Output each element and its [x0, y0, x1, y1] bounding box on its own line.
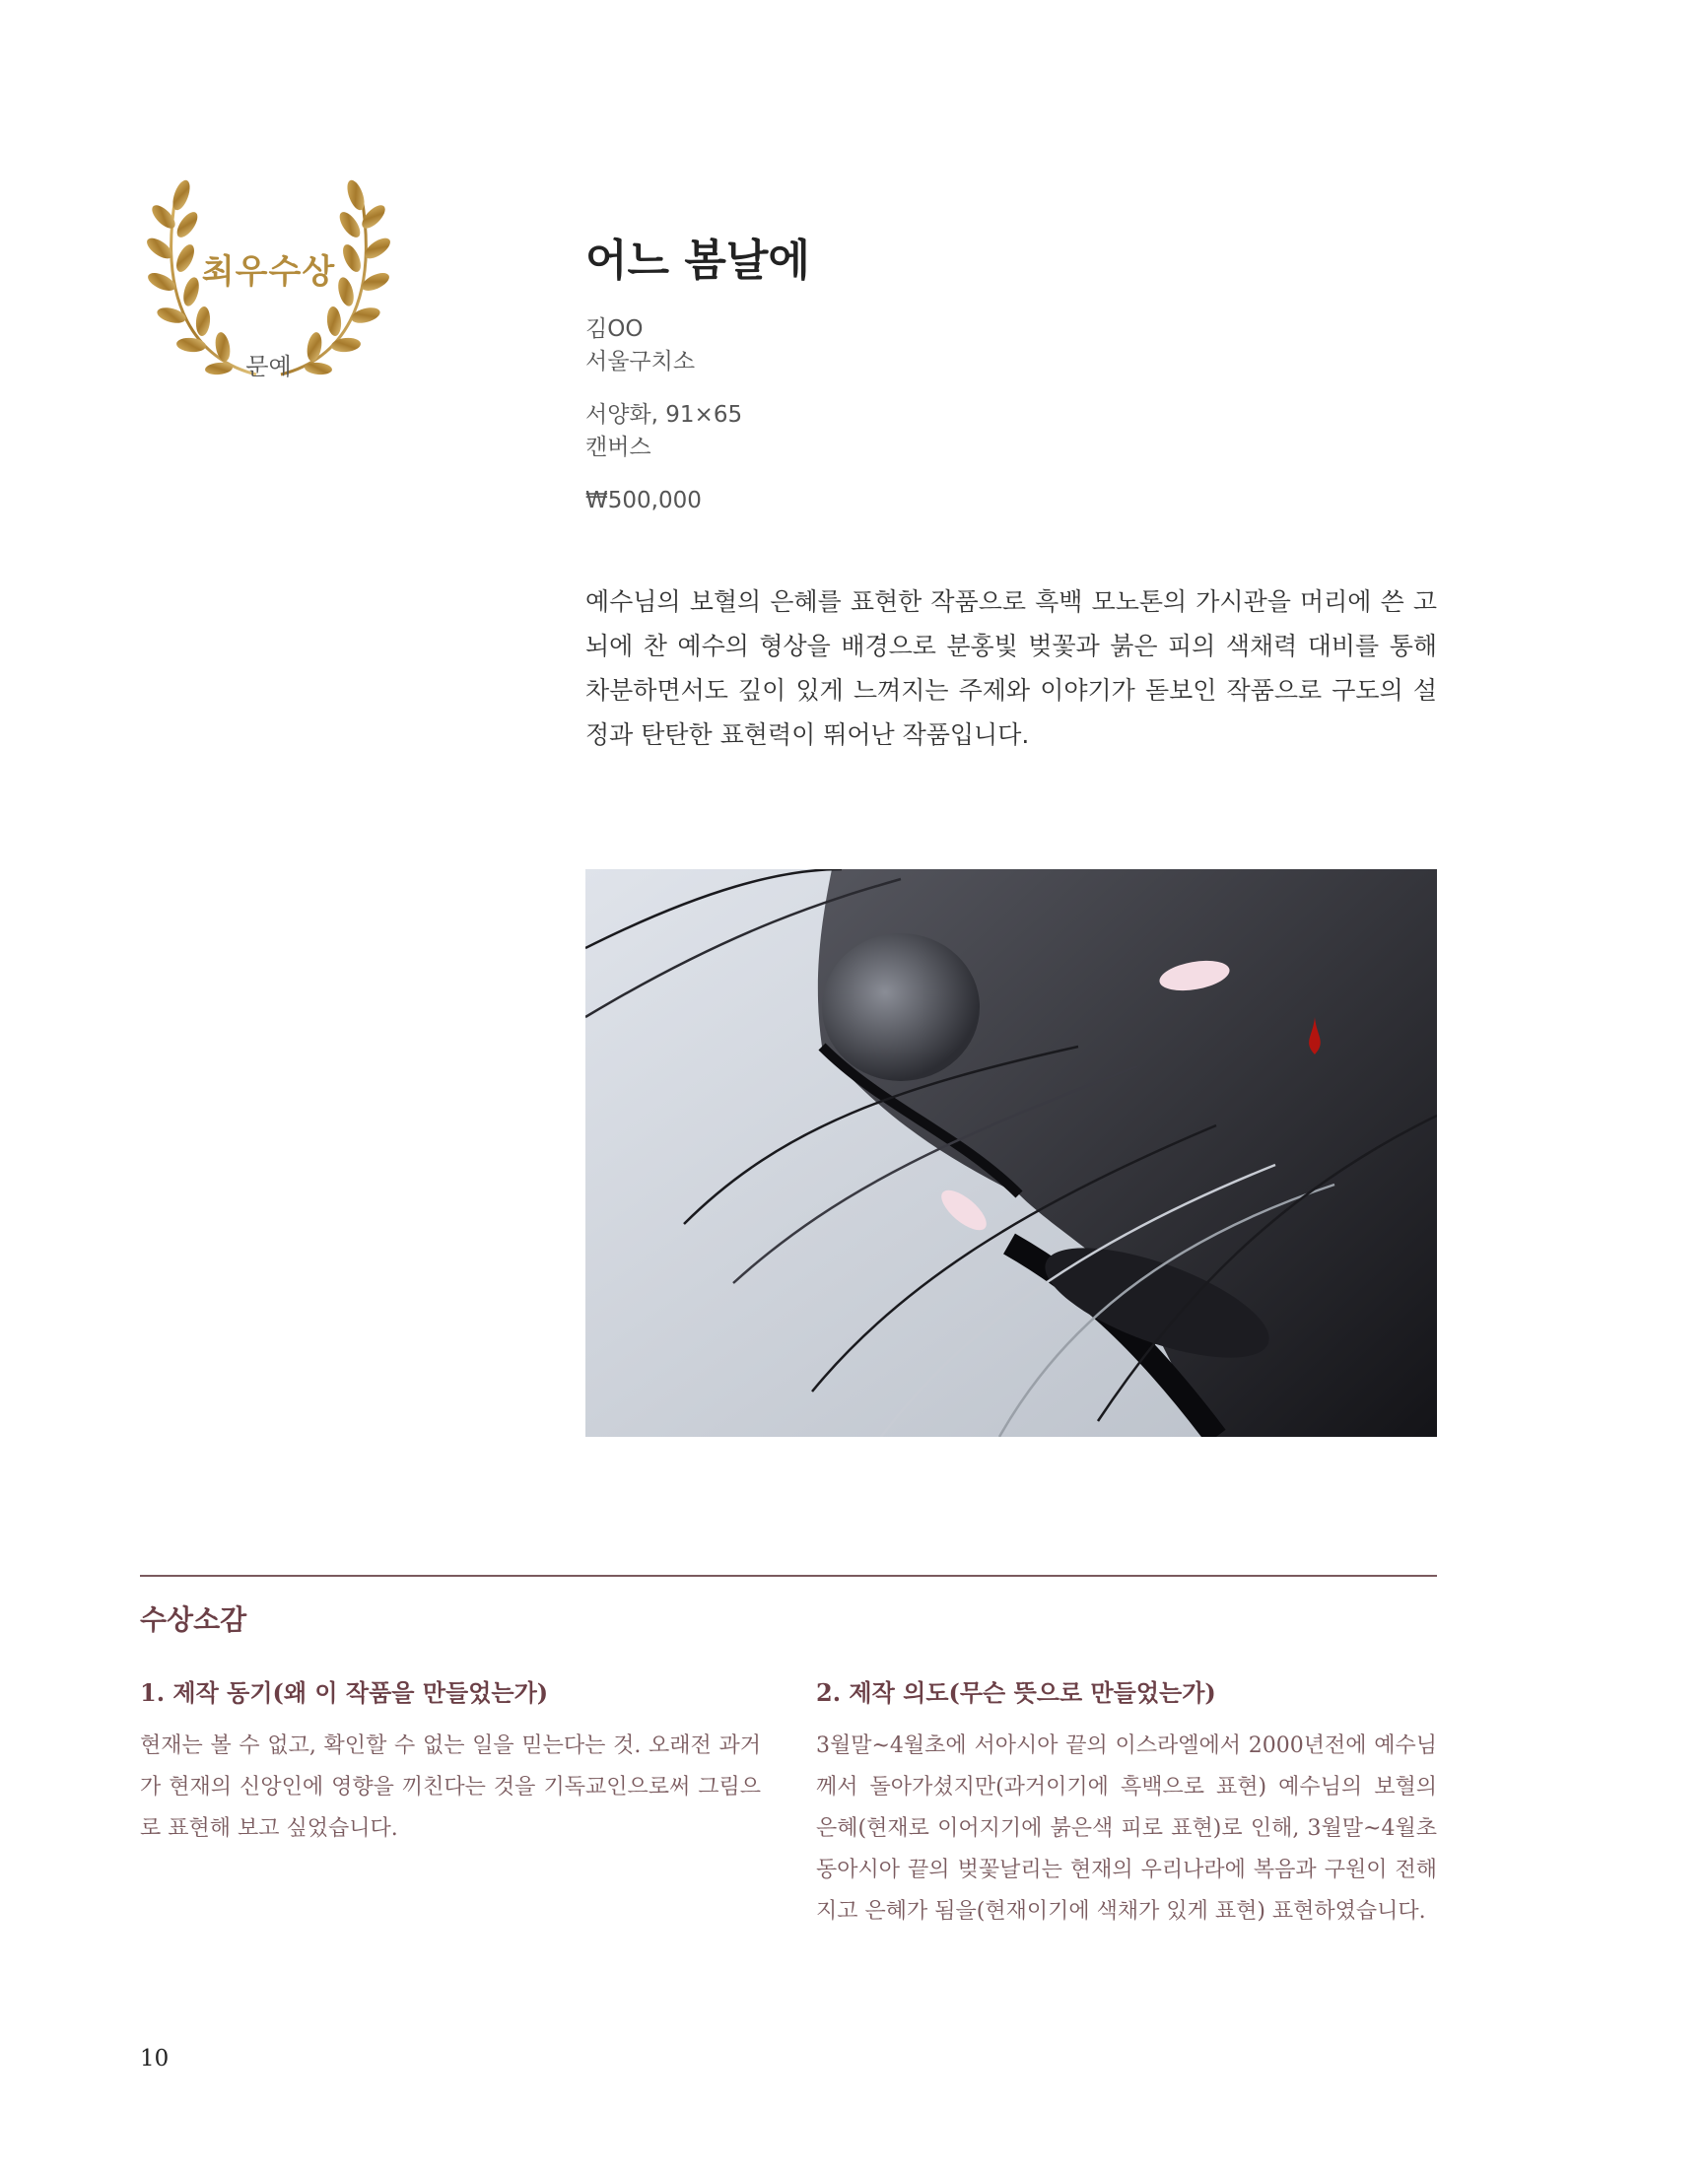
artwork-image	[585, 869, 1437, 1437]
remarks-heading: 수상소감	[140, 1603, 247, 1636]
section-title: 2. 제작 의도(무슨 뜻으로 만들었는가)	[816, 1678, 1216, 1707]
page-number: 10	[140, 2046, 170, 2072]
award-title: 최우수상	[201, 252, 336, 292]
artwork-details	[585, 399, 742, 464]
section-text: 현재는 볼 수 없고, 확인할 수 없는 일을 믿는다는 것. 오래전 과거가 현재의 신앙인에 영향을 끼친다는 것을 기독교인으로써 그림으로 표현해 보고 싶었습니다.	[140, 1733, 761, 1841]
artist-info	[585, 313, 695, 378]
remarks-section-motivation	[140, 1673, 761, 1850]
artwork-description: 예수님의 보혈의 은혜를 표현한 작품으로 흑백 모노톤의 가시관을 머리에 쓴 고뇌에 찬 예수의 형상을 배경으로 분홍빛 벚꽃과 붉은 피의 색채력 대비를 통해 차분하면서도 깊이 있게 느껴지는 주제와 이야기가 돋보인 작품으로 구도의 설정과 탄탄한 표현력이 뛰어난 작품입니다.	[585, 587, 1437, 749]
award-category: 문예	[245, 353, 292, 380]
section-divider	[140, 1575, 1437, 1577]
artwork-material: 캔버스	[585, 435, 651, 460]
remarks-section-intent	[816, 1673, 1437, 1933]
artist-facility: 서울구치소	[585, 349, 696, 374]
award-badge	[138, 177, 399, 389]
section-title: 1. 제작 동기(왜 이 작품을 만들었는가)	[140, 1678, 549, 1707]
section-text: 3월말~4월초에 서아시아 끝의 이스라엘에서 2000년전에 예수님께서 돌아가셨지만(과거이기에 흑백으로 표현) 예수님의 보혈의 은혜(현재로 이어지기에 붉은색 피로 표현)로 인해, 3월말~4월초 동아시아 끝의 벚꽃날리는 현재의 우리나라에 복음과 구원이 전해지고 은혜가 됨을(현재이기에 색채가 있게 표현) 표현하였습니다.	[816, 1733, 1437, 1924]
artwork-medium-size: 서양화, 91×65	[585, 402, 743, 428]
artist-name: 김OO	[585, 316, 644, 342]
artwork-price: ₩500,000	[585, 488, 702, 513]
artwork-title: 어느 봄날에	[585, 236, 810, 286]
